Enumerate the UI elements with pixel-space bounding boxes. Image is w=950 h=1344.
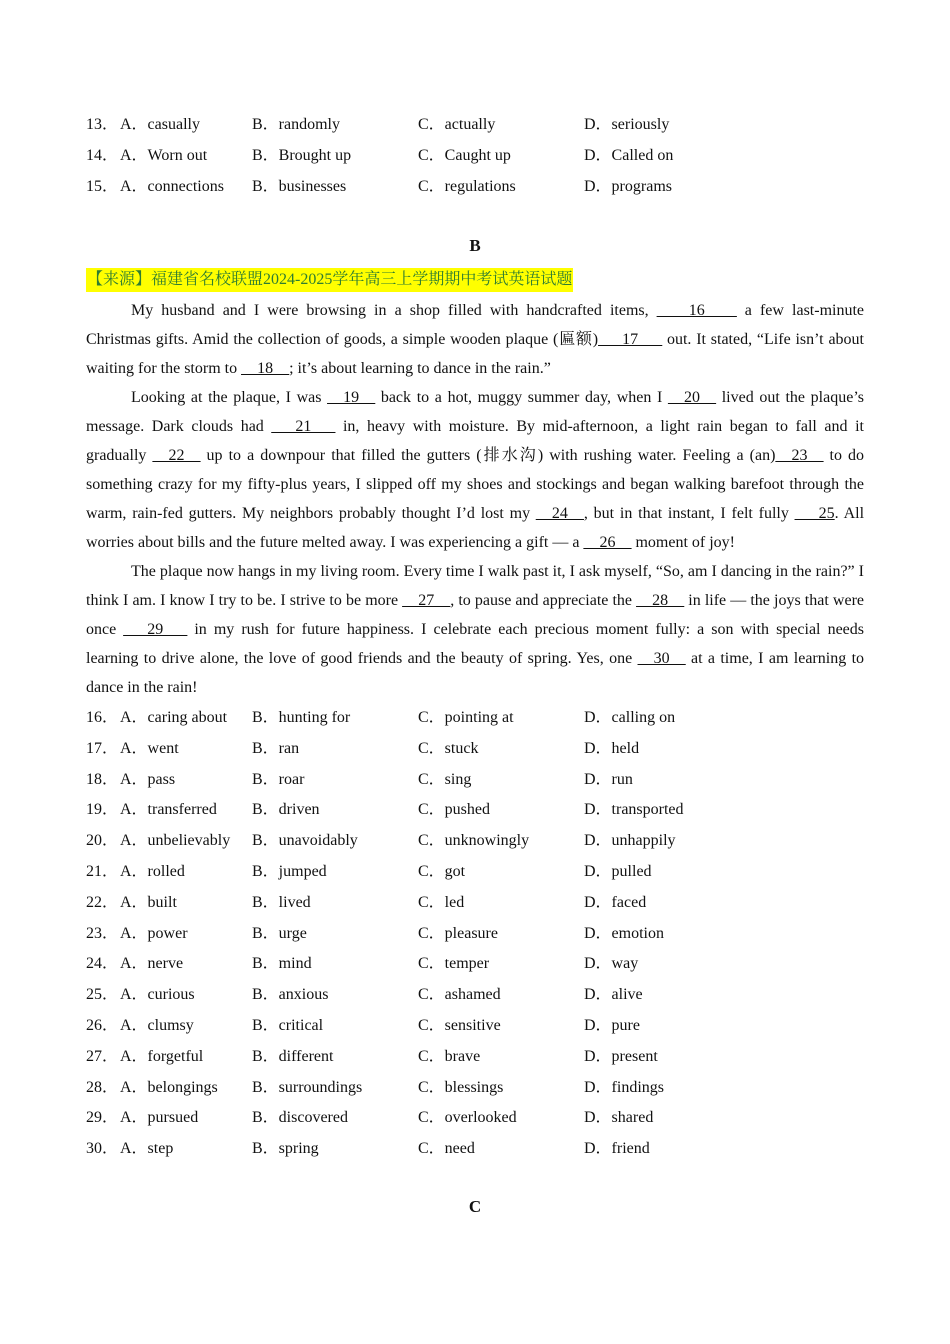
option-row-22: [86, 888, 866, 919]
option-a: A．went: [120, 739, 179, 757]
option-c: C．led: [418, 893, 465, 911]
blank-24: __24__: [535, 505, 584, 522]
option-a: A．built: [120, 893, 177, 911]
option-b: B．anxious: [252, 986, 329, 1004]
question-number: 17．: [86, 739, 119, 757]
option-a: A．curious: [120, 986, 195, 1004]
option-d: D．unhappily: [584, 832, 676, 850]
text: , to pause and appreciate the: [450, 592, 637, 609]
option-c: C．unknowingly: [418, 832, 530, 850]
option-row-25: [86, 980, 866, 1011]
text: out. It stated, “Life isn’t about waiting for the storm to: [86, 331, 864, 377]
option-d: D．pulled: [584, 862, 652, 880]
option-a: A．pass: [120, 770, 176, 788]
question-number: 27．: [86, 1047, 119, 1065]
paragraph-1: [86, 296, 864, 383]
text: , but in that instant, I felt fully: [583, 505, 795, 522]
option-row-28: [86, 1073, 866, 1104]
option-c: C．Caught up: [418, 146, 511, 164]
option-d: D．friend: [584, 1140, 650, 1158]
option-row-30: [86, 1134, 866, 1165]
text: in my rush for future happiness. I celebrate each precious moment fully: a son with special needs learning to drive alone, the love of good friends and the beauty of spring. Yes, one: [86, 621, 864, 667]
blank-26: __26__: [583, 534, 632, 551]
option-row-13: [86, 110, 866, 141]
source-label: 【来源】福建省名校联盟2024-2025学年高三上学期期中考试英语试题: [86, 268, 573, 292]
question-number: 28．: [86, 1078, 119, 1096]
option-b: B．unavoidably: [252, 832, 358, 850]
option-b: B．surroundings: [252, 1078, 363, 1096]
text: My husband and I were browsing in a shop filled with handcrafted items,: [131, 302, 657, 319]
option-row-19: [86, 795, 866, 826]
options-list-13-15: [86, 110, 866, 202]
option-a: A．unbelievably: [120, 832, 231, 850]
option-d: D．way: [584, 955, 639, 973]
option-row-23: [86, 919, 866, 950]
text: in, heavy with moisture. By mid-afternoon, a light rain began to fall and it gradually: [86, 418, 864, 464]
option-c: C．temper: [418, 955, 490, 973]
blank-19: __19__: [327, 389, 376, 406]
text: up to a downpour that filled the gutters (排水沟) with rushing water. Feeling a (an): [200, 447, 776, 464]
option-c: C．pleasure: [418, 924, 498, 942]
option-row-18: [86, 765, 866, 796]
option-b: B．urge: [252, 924, 307, 942]
text: Looking at the plaque, I was: [131, 389, 328, 406]
option-a: A．connections: [120, 177, 224, 195]
option-d: D．faced: [584, 893, 647, 911]
blank-27: __27__: [402, 592, 451, 609]
section-title-c: C: [468, 1197, 482, 1216]
blank-30: __30__: [637, 650, 686, 667]
option-c: C．got: [418, 862, 466, 880]
option-a: A．step: [120, 1140, 174, 1158]
blank-17: ___17___: [598, 331, 663, 348]
question-number: 25．: [86, 986, 119, 1004]
option-row-20: [86, 826, 866, 857]
blank-18: __18__: [241, 360, 290, 377]
option-c: C．stuck: [418, 739, 479, 757]
option-a: A．forgetful: [120, 1047, 204, 1065]
option-d: D．emotion: [584, 924, 664, 942]
blank-20: __20__: [668, 389, 717, 406]
blank-16: ____16____: [656, 302, 737, 319]
option-d: D．run: [584, 770, 633, 788]
section-title-b: B: [469, 236, 481, 255]
option-b: B．spring: [252, 1140, 319, 1158]
option-d: D．seriously: [584, 116, 670, 133]
paragraph-2: [86, 383, 864, 557]
option-c: C．ashamed: [418, 986, 501, 1004]
text: back to a hot, muggy summer day, when I: [375, 389, 669, 406]
option-c: C．regulations: [418, 177, 516, 195]
option-d: D．findings: [584, 1078, 665, 1096]
blank-28: __28__: [636, 592, 685, 609]
question-number: 19．: [86, 801, 119, 819]
option-b: B．different: [252, 1047, 334, 1065]
option-d: D．Called on: [584, 146, 674, 164]
question-number: 30．: [86, 1140, 119, 1158]
option-d: D．shared: [584, 1109, 654, 1127]
option-c: C．pointing at: [418, 709, 514, 726]
option-c: C．pushed: [418, 801, 491, 819]
option-a: A．clumsy: [120, 1016, 194, 1034]
option-c: C．need: [418, 1140, 475, 1158]
option-row-15: [86, 172, 866, 203]
option-a: A．pursued: [120, 1109, 199, 1127]
text: The plaque now hangs in my living room. Every time I walk past it, I ask myself, “So, am I dancing in the rain?” I think I am. I know I try to be. I strive to be more: [86, 563, 864, 609]
cloze-passage: [86, 296, 864, 702]
option-row-27: [86, 1042, 866, 1073]
text: a few last-minute Christmas gifts. Amid the collection of goods, a simple wooden plaque (匾额): [86, 302, 865, 348]
option-d: D．transported: [584, 801, 684, 819]
option-b: B．driven: [252, 801, 320, 819]
question-number: 24．: [86, 955, 119, 973]
option-a: A．Worn out: [120, 146, 208, 164]
option-c: C．sensitive: [418, 1016, 501, 1034]
text: to do something crazy for my fifty-plus years, I slipped off my shoes and stockings and began walking barefoot through the warm, rain-fed gutters. My neighbors probably thought I’d lost my: [86, 447, 864, 522]
option-row-16: [86, 703, 866, 734]
option-a: A．nerve: [120, 955, 184, 973]
option-row-29: [86, 1103, 866, 1134]
option-b: B．hunting for: [252, 709, 351, 726]
blank-29: ___29___: [123, 621, 188, 638]
option-b: B．discovered: [252, 1109, 348, 1127]
blank-21: ___21___: [271, 418, 336, 435]
option-b: B．roar: [252, 770, 305, 788]
option-c: C．blessings: [418, 1078, 504, 1096]
option-row-24: [86, 949, 866, 980]
question-number: 13．: [86, 116, 119, 133]
option-a: A．casually: [120, 116, 200, 133]
option-a: A．rolled: [120, 862, 185, 880]
option-b: B．lived: [252, 893, 311, 911]
text: lived out the plaque’s message. Dark clouds had: [86, 389, 864, 435]
option-row-21: [86, 857, 866, 888]
option-b: B．randomly: [252, 116, 340, 133]
text: at a time, I am learning to dance in the rain!: [86, 650, 865, 696]
option-d: D．programs: [584, 177, 672, 195]
option-b: B．critical: [252, 1016, 324, 1034]
option-a: A．power: [120, 924, 188, 942]
question-number: 15．: [86, 177, 119, 195]
question-number: 26．: [86, 1016, 119, 1034]
text: ; it’s about learning to dance in the rain.”: [289, 360, 551, 377]
option-a: A．transferred: [120, 801, 217, 819]
option-b: B．mind: [252, 955, 312, 973]
question-number: 29．: [86, 1109, 119, 1127]
text: . All worries about bills and the future melted away. I was experiencing a gift — a: [86, 505, 865, 551]
option-c: C．brave: [418, 1047, 481, 1065]
question-number: 14．: [86, 146, 119, 164]
option-c: C．actually: [418, 116, 496, 133]
question-number: 16．: [86, 709, 119, 726]
option-a: A．caring about: [120, 709, 228, 726]
option-c: C．overlooked: [418, 1109, 517, 1127]
option-d: D．held: [584, 739, 640, 757]
option-row-26: [86, 1011, 866, 1042]
option-c: C．sing: [418, 770, 472, 788]
question-number: 21．: [86, 862, 119, 880]
question-number: 20．: [86, 832, 119, 850]
option-d: D．calling on: [584, 709, 676, 726]
blank-22: __22__: [152, 447, 201, 464]
paragraph-3: [86, 557, 864, 702]
option-d: D．pure: [584, 1016, 640, 1034]
option-d: D．alive: [584, 986, 643, 1004]
option-d: D．present: [584, 1047, 658, 1065]
question-number: 22．: [86, 893, 119, 911]
text: in life — the joys that were once: [86, 592, 865, 638]
options-list-16-30: [86, 703, 866, 1165]
blank-25: ___25: [794, 505, 835, 522]
option-b: B．ran: [252, 739, 300, 757]
question-number: 23．: [86, 924, 119, 942]
option-row-14: [86, 141, 866, 172]
option-b: B．businesses: [252, 177, 347, 195]
option-b: B．Brought up: [252, 146, 352, 164]
question-number: 18．: [86, 770, 119, 788]
blank-23: __23__: [775, 447, 824, 464]
option-a: A．belongings: [120, 1078, 218, 1096]
text: moment of joy!: [631, 534, 736, 551]
option-b: B．jumped: [252, 862, 327, 880]
option-row-17: [86, 734, 866, 765]
